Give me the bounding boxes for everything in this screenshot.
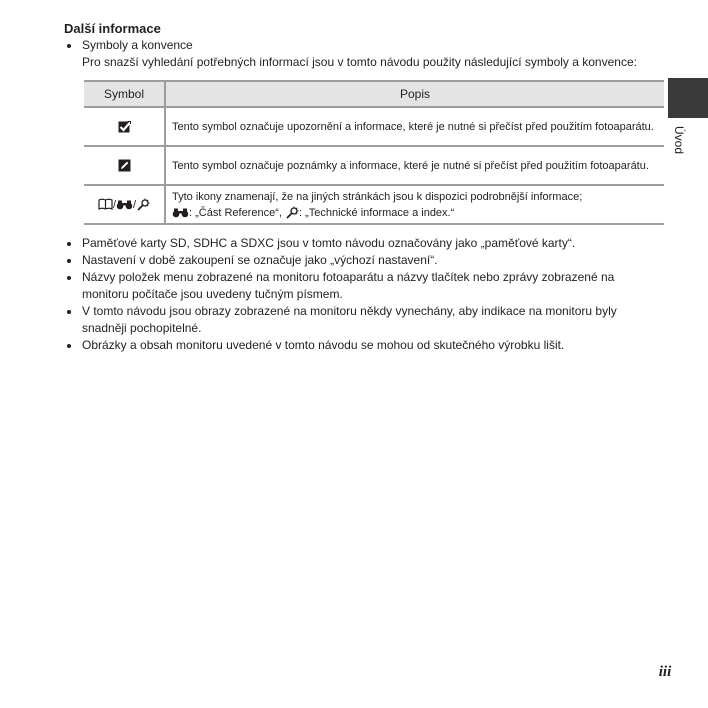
- description-cell: Tento symbol označuje poznámky a informace, které je nutné si přečíst před použitím fotoaparátu.: [165, 146, 664, 185]
- section-title: Další informace: [64, 21, 161, 36]
- page-number: iii: [658, 664, 672, 680]
- symbol-cell: [84, 185, 165, 224]
- symbol-cell: [84, 107, 165, 146]
- symbol-cell: [84, 146, 165, 185]
- table-header-row: [84, 81, 664, 107]
- symbols-table: [84, 80, 664, 225]
- table-row: [84, 107, 664, 146]
- description-cell: Tento symbol označuje upozornění a informace, které je nutné si přečíst před použitím fotoaparátu.: [165, 107, 664, 146]
- binoculars-icon: [116, 199, 133, 210]
- table-row: [84, 146, 664, 185]
- description-cell: [165, 185, 664, 224]
- list-item: Názvy položek menu zobrazené na monitoru fotoaparátu a názvy tlačítek nebo zprávy zobrazené na monitoru počítače jsou uvedeny tučným písmem.: [64, 269, 646, 303]
- symbol-separator: /: [133, 198, 137, 211]
- cross-reference-intro: Tyto ikony znamenají, že na jiných stránkách jsou k dispozici podrobnější informace;: [172, 190, 583, 203]
- list-item: Paměťové karty SD, SDHC a SDXC jsou v tomto návodu označovány jako „paměťové karty“.: [64, 235, 646, 252]
- chapter-tab-label: [670, 126, 686, 166]
- list-item: V tomto návodu jsou obrazy zobrazené na monitoru někdy vynechány, aby indikace na monitoru byly snadněji pochopitelné.: [64, 303, 646, 337]
- tools-icon: [136, 198, 150, 212]
- list-item: Obrázky a obsah monitoru uvedené v tomto návodu se mohou od skutečného výrobku lišit.: [64, 337, 646, 354]
- header-symbol: Symbol: [84, 81, 165, 107]
- reference-section-text: : „Část Reference“,: [189, 206, 285, 219]
- bullet-symbols-conventions: Symboly a konvence: [64, 37, 646, 54]
- checkmark-box-icon: [118, 120, 131, 133]
- symbols-intro: Pro snazší vyhledání potřebných informací jsou v tomto návodu použity následující symboly a konvence:: [82, 55, 637, 69]
- binoculars-icon: [172, 207, 189, 218]
- book-icon: [98, 198, 113, 211]
- list-item: Nastavení v době zakoupení se označuje jako „výchozí nastavení“.: [64, 252, 646, 269]
- conventions-list: [64, 235, 646, 354]
- tools-icon: [285, 206, 299, 220]
- chapter-tab-text: Úvod: [672, 126, 686, 155]
- pencil-box-icon: [118, 159, 131, 172]
- page-content: [64, 20, 654, 354]
- table-row: [84, 185, 664, 224]
- symbol-separator: /: [112, 198, 116, 211]
- chapter-tab-marker: [668, 78, 708, 118]
- header-description: Popis: [165, 81, 664, 107]
- technical-info-text: : „Technické informace a index.“: [298, 206, 455, 219]
